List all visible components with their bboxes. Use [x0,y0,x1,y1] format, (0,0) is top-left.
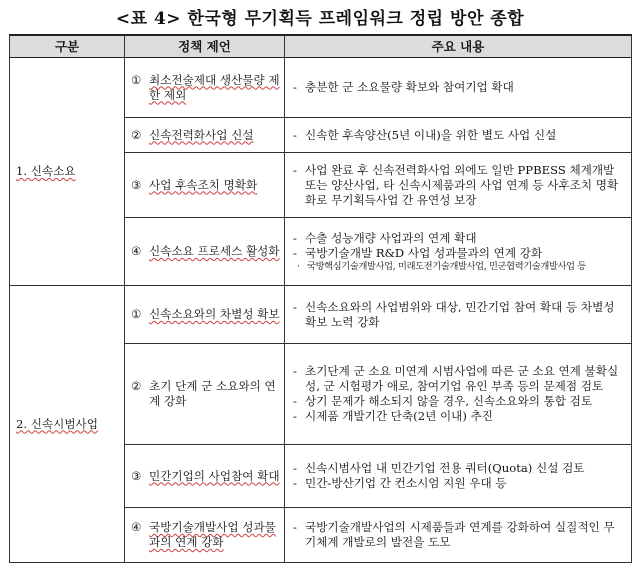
header-row [10,35,632,58]
proposal-cell [125,286,285,344]
proposal-number: ① [131,307,142,321]
content-item: - 상기 문제가 해소되지 않을 경우, 신속소요와의 통합 검토 [293,394,625,409]
proposal-number: ① [131,72,142,87]
header-proposal: 정책 제언 [125,35,285,58]
content-item: - 신속한 후속양산(5년 이내)을 위한 별도 사업 신설 [293,128,625,143]
content-item: - 수출 성능개량 사업과의 연계 확대 [293,231,625,246]
proposal-text: 초기 단계 군 소요와의 연계 강화 [149,379,276,408]
proposal-cell [125,445,285,508]
summary-table [9,34,632,563]
category-cell [10,58,125,286]
content-cell [285,508,632,563]
content-cell [285,58,632,118]
proposal-number: ③ [131,177,142,192]
proposal-number: ② [131,127,142,142]
content-item: - 국방기술개발사업의 시제품들과 연계를 강화하여 실질적인 무기체계 개발로의 발전을 도모 [293,520,625,550]
table-row [10,286,632,344]
content-item: - 국방기술개발 R&D 사업 성과물과의 연계 강화 [293,246,625,261]
content-item: - 충분한 군 소요물량 확보와 참여기업 확대 [293,80,625,95]
proposal-cell [125,153,285,218]
content-item: - 시제품 개발기간 단축(2년 이내) 추진 [293,409,625,424]
proposal-text: 신속소요와의 차별성 확보 [149,307,280,321]
proposal-text: 민간기업의 사업참여 확대 [149,468,280,483]
content-item: - 신속소요와의 사업범위와 대상, 민간기업 참여 확대 등 차별성 확보 노력 강화 [293,300,625,330]
proposal-cell [125,508,285,563]
header-content: 주요 내용 [285,35,632,58]
proposal-cell [125,218,285,286]
proposal-cell [125,344,285,445]
proposal-number: ④ [131,520,142,534]
proposal-text: 신속전력화사업 신설 [149,127,254,142]
category-cell [10,286,125,563]
header-category: 구분 [10,35,125,58]
content-cell [285,344,632,445]
category-label: 2. 신속시범사업 [16,416,98,431]
table-row [10,58,632,118]
content-cell [285,445,632,508]
proposal-cell [125,118,285,153]
proposal-cell [125,58,285,118]
proposal-number: ④ [131,244,142,258]
content-item: - 민간-방산기업 간 컨소시엄 지원 우대 등 [293,476,625,491]
content-cell [285,118,632,153]
proposal-number: ③ [131,468,142,483]
category-label: 1. 신속소요 [16,164,76,178]
content-item: - 사업 완료 후 신속전력화사업 외에도 일반 PPBESS 체계개발 또는 양산사업, 타 신속시제품과의 사업 연계 등 사후조치 명확화로 무기획득사업 간 유연성 보장 [293,163,625,208]
proposal-number: ② [131,379,142,393]
table-title: <표 4> 한국형 무기획득 프레임워크 정립 방안 종합 [115,9,525,29]
proposal-text: 사업 후속조치 명확화 [149,177,258,192]
content-cell [285,218,632,286]
proposal-text: 최소전술제대 생산물량 제한 제외 [149,72,280,102]
content-subitem: · 국방핵심기술개발사업, 미래도전기술개발사업, 민군협력기술개발사업 등 [293,261,625,273]
content-cell [285,153,632,218]
content-item: - 초기단계 군 소요 미연계 시범사업에 따른 군 소요 연계 불확실성, 군 시험평가 애로, 참여기업 유인 부족 등의 문제점 검토 [293,364,625,394]
content-item: - 신속시범사업 내 민간기업 전용 쿼터(Quota) 신설 검토 [293,461,625,476]
content-cell [285,286,632,344]
proposal-text: 신속소요 프로세스 활성화 [149,244,280,258]
proposal-text: 국방기술개발사업 성과물과의 연계 강화 [149,520,276,549]
